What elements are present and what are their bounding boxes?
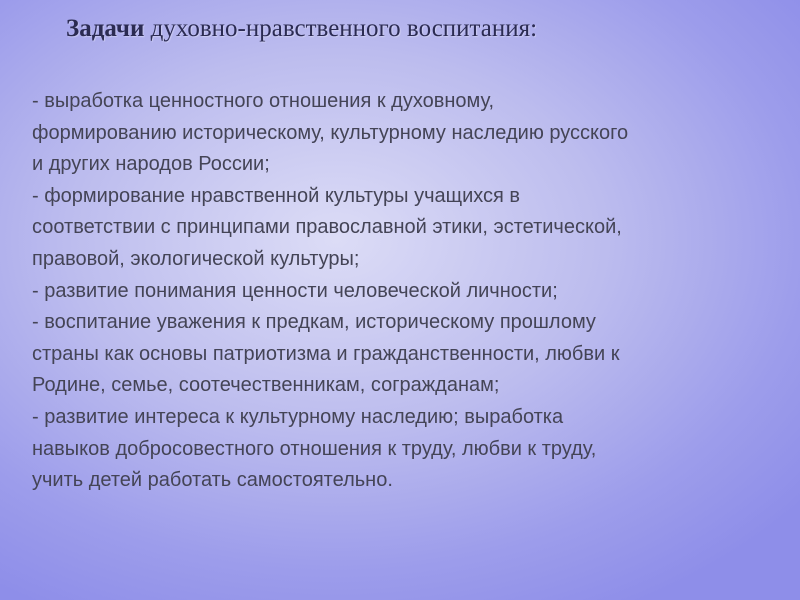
slide-title-bold: Задачи [66, 15, 145, 42]
body-line-2: формированию историческому, культурному наследию русского [32, 121, 629, 144]
body-line-8: - воспитание уважения к предкам, историческому прошлому [32, 311, 596, 334]
body-line-9: страны как основы патриотизма и гражданственности, любви к [32, 342, 620, 365]
slide-title-rest: духовно-нравственного воспитания: [144, 15, 538, 42]
body-line-12: навыков добросовестного отношения к труду, любви к труду, [32, 437, 597, 460]
body-line-13: учить детей работать самостоятельно. [32, 469, 393, 492]
body-line-7: - развитие понимания ценности человеческой личности; [32, 279, 558, 302]
body-line-5: соответствии с принципами православной этики, эстетической, [32, 216, 622, 239]
body-line-1: - выработка ценностного отношения к духовному, [32, 90, 495, 112]
slide-title [66, 14, 537, 44]
slide-body [32, 86, 772, 497]
body-line-4: - формирование нравственной культуры учащихся в [32, 184, 521, 207]
body-line-3: и других народов России; [32, 153, 270, 176]
body-line-10: Родине, семье, соотечественникам, согражданам; [32, 374, 500, 397]
body-line-6: правовой, экологической культуры; [32, 247, 360, 270]
body-line-11: - развитие интереса к культурному наследию; выработка [32, 405, 564, 428]
